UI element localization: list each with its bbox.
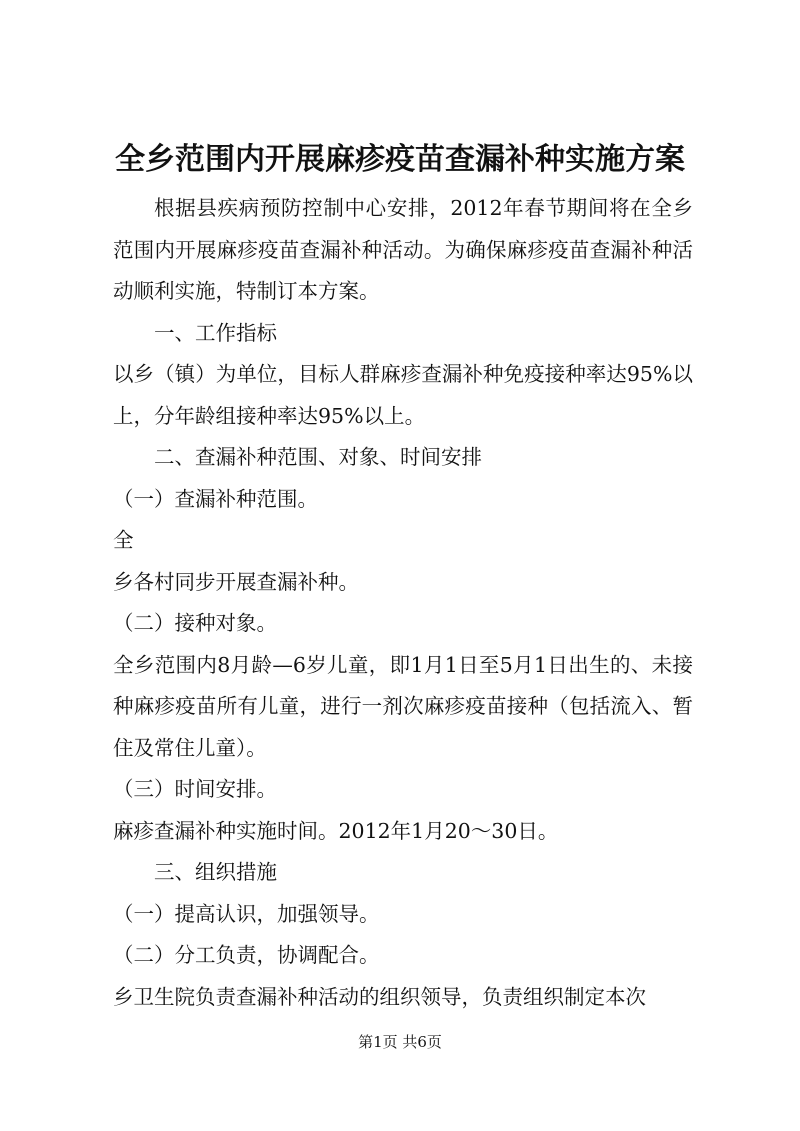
subheading-leadership: （一）提高认识，加强领导。 <box>113 901 380 926</box>
paragraph-scope: 乡各村同步开展查漏补种。 <box>113 569 359 594</box>
subheading-schedule: （三）时间安排。 <box>113 777 277 801</box>
subheading-scope: （一）查漏补种范围。 <box>113 486 318 511</box>
page-number-footer: 第1页 共6页 <box>358 1033 442 1051</box>
paragraph-responsibility: 乡卫生院负责查漏补种活动的组织领导，负责组织制定本次 <box>113 984 646 1009</box>
heading-scope-schedule: 二、查漏补种范围、对象、时间安排 <box>154 445 482 469</box>
heading-work-targets: 一、工作指标 <box>154 320 277 345</box>
paragraph-recipients: 全乡范围内8月龄—6岁儿童，即1月1日至5月1日出生的、未接种麻疹疫苗所有儿童，进行一剂次麻疹疫苗接种（包括流入、暂住及常住儿童）。 <box>113 652 693 760</box>
paragraph-fragment: 全 <box>113 528 134 552</box>
document-body <box>113 188 693 1018</box>
heading-organization: 三、组织措施 <box>154 860 277 884</box>
paragraph-intro: 根据县疾病预防控制中心安排，2012年春节期间将在全乡范围内开展麻疹疫苗查漏补种活动。为确保麻疹疫苗查漏补种活动顺利实施，特制订本方案。 <box>113 196 693 303</box>
document-title: 全乡范围内开展麻疹疫苗查漏补种实施方案 <box>115 142 685 177</box>
subheading-coordination: （二）分工负责，协调配合。 <box>113 943 380 967</box>
paragraph-schedule: 麻疹查漏补种实施时间。2012年1月20～30日。 <box>113 818 559 843</box>
paragraph-targets: 以乡（镇）为单位，目标人群麻疹查漏补种免疫接种率达95%以上，分年龄组接种率达95%以上。 <box>113 362 693 428</box>
subheading-recipients: （二）接种对象。 <box>113 611 277 635</box>
